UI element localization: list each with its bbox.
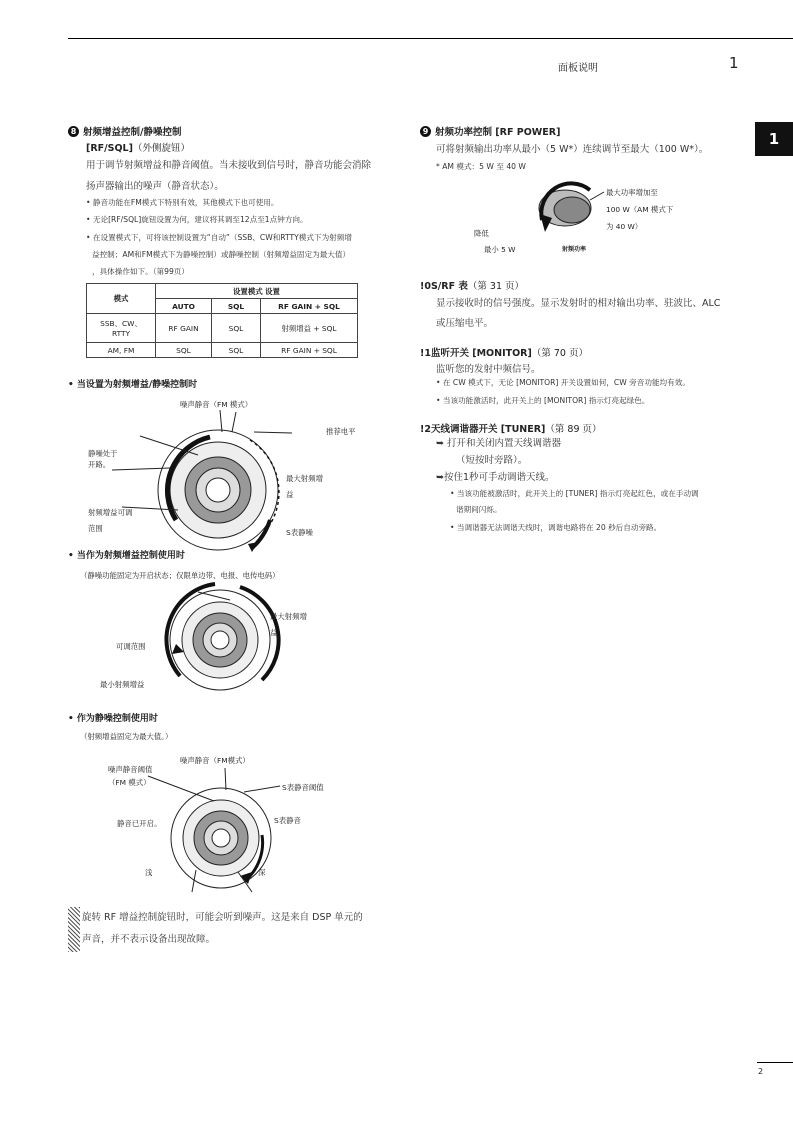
- section-12-action2: ➥按住1秒可手动调谐天线。: [436, 472, 555, 483]
- diagram2-heading: • 当作为射频增益控制使用时: [68, 551, 185, 561]
- section-8-bullet1: • 静音功能在FM模式下特别有效，其他模式下也可使用。: [86, 198, 279, 207]
- section-8-bullet3a: • 在设置模式下，可将该控制设置为“自动”（SSB、CW和RTTY模式下为射频增: [86, 233, 352, 242]
- table-cell: RF GAIN: [156, 314, 212, 343]
- diagram3-noise-threshold-label: 噪声静音阈值 （FM 模式）: [108, 765, 153, 787]
- diagram3-s-threshold-label: S表静音阈值: [282, 783, 324, 792]
- chapter-number: 1: [729, 54, 739, 72]
- section-12-bullet1: • 当该功能被激活时，此开关上的 [TUNER] 指示灯亮起红色，或在手动调: [450, 489, 699, 498]
- section-12-action1b: （短按时旁路）。: [456, 455, 528, 466]
- section-9-title: 9 射频功率控制 [RF POWER]: [420, 124, 560, 138]
- table-row-mode: AM, FM: [87, 343, 156, 358]
- diagram2-max-rf-label: 最大射频增 益: [270, 612, 307, 637]
- diagram1-sq-open-label: 静噪处于 开路。: [88, 449, 118, 469]
- table-cell: SQL: [212, 343, 261, 358]
- section-12-title: !2天线调谐器开关 [TUNER]（第 89 页）: [420, 424, 602, 435]
- table-cell: RF GAIN + SQL: [261, 343, 358, 358]
- page-number: 2: [758, 1067, 764, 1076]
- section-9-desc: 可将射频输出功率从最小（5 W*）连续调节至最大（100 W*）。: [436, 144, 709, 155]
- chapter-tab: 1: [755, 122, 793, 156]
- diagram1-recommend-label: 推荐电平: [326, 427, 356, 436]
- section-12-bullet2: • 当调谐器无法调谐天线时，调谐电路将在 20 秒后自动旁路。: [450, 523, 662, 532]
- note-text-1: 旋转 RF 增益控制旋钮时，可能会听到噪声。这是来自 DSP 单元的: [82, 912, 363, 923]
- table-col-auto: AUTO: [156, 299, 212, 314]
- footer-rule: [757, 1062, 793, 1063]
- note-text-2: 声音，并不表示设备出现故障。: [82, 934, 216, 945]
- section-10-desc1: 显示接收时的信号强度。显示发射时的相对输出功率、驻波比、ALC: [436, 298, 721, 309]
- section-11-bullet1: • 在 CW 模式下，无论 [MONITOR] 开关设置如何，CW 旁音功能均有效。: [436, 378, 690, 387]
- diagram1-max-rf-label: 最大射频增 益: [286, 474, 323, 499]
- diagram2-range-label: 可调范围: [116, 642, 146, 651]
- diagram1-rf-range-label: 射频增益可调 范围: [88, 508, 133, 533]
- item-number-badge: 9: [420, 126, 431, 137]
- table-row-mode: SSB、CW、 RTTY: [87, 314, 156, 343]
- table-cell: SQL: [212, 314, 261, 343]
- section-10-title: !0S/RF 表（第 31 页）: [420, 281, 525, 292]
- section-11-desc: 监听您的发射中频信号。: [436, 364, 541, 375]
- section-8-bullet3c: ，具体操作如下。（第99页）: [92, 267, 189, 276]
- table-cell: 射频增益 + SQL: [261, 314, 358, 343]
- diagram3-open-label: 静音已开启。: [117, 819, 162, 828]
- rf-power-max-label: 最大功率增加至 100 W（AM 模式下 为 40 W）: [606, 188, 674, 231]
- section-12-action1: ➥ 打开和关闭内置天线调谐器: [436, 438, 561, 449]
- section-11-bullet2: • 当该功能激活时，此开关上的 [MONITOR] 指示灯亮起绿色。: [436, 396, 650, 405]
- header-title: 面板说明: [558, 63, 598, 74]
- section-8-bullet2: • 无论[RF/SQL]旋钮设置为何，建议将其调至12点至1点钟方向。: [86, 215, 308, 224]
- diagram3-subtitle: （射频增益固定为最大值。）: [80, 732, 173, 741]
- table-cell: SQL: [156, 343, 212, 358]
- section-11-title: !1监听开关 [MONITOR]（第 70 页）: [420, 348, 588, 359]
- item-number-badge: 8: [68, 126, 79, 137]
- diagram1-heading: • 当设置为射频增益/静噪控制时: [68, 380, 198, 390]
- diagram2-min-rf-label: 最小射频增益: [100, 680, 145, 689]
- diagram3-shallow-label: 浅: [145, 868, 153, 877]
- diagram1-noise-squelch-label: 噪声静音（FM 模式）: [180, 400, 253, 409]
- diagram3-s-squelch-label: S表静音: [274, 816, 301, 825]
- section-8-title: 8 射频增益控制/静噪控制: [68, 124, 181, 138]
- table-col-sql: SQL: [212, 299, 261, 314]
- table-header-setting: 设置模式 设置: [156, 284, 358, 299]
- rf-power-knob-label: 射频功率: [562, 246, 587, 253]
- rf-power-min-label: 最小 5 W: [484, 245, 516, 254]
- diagram1-s-squelch-label: S表静噪: [286, 528, 313, 537]
- section-8-desc1: 用于调节射频增益和静音阈值。当未接收到信号时，静音功能会消除: [86, 160, 372, 171]
- diagram3-noise-squelch-label: 噪声静音（FM模式）: [180, 756, 250, 765]
- section-12-bullet1b: 谐期间闪烁。: [456, 505, 502, 514]
- section-9-am-note: * AM 模式：5 W 至 40 W: [436, 162, 526, 171]
- table-header-mode: 模式: [87, 284, 156, 314]
- diagram2-subtitle: （静噪功能固定为开启状态；仅限单边带、电报、电传电码）: [80, 571, 280, 580]
- section-10-desc2: 或压缩电平。: [436, 318, 494, 329]
- section-8-desc2: 扬声器输出的噪声（静音状态）。: [86, 181, 224, 192]
- table-col-rfgain-sql: RF GAIN + SQL: [261, 299, 358, 314]
- rf-power-decrease-label: 降低: [474, 229, 489, 238]
- diagram3-heading: • 作为静噪控制使用时: [68, 714, 158, 724]
- diagram3-deep-label: 深: [258, 868, 266, 877]
- section-8-bullet3b: 益控制；AM和FM模式下为静噪控制）或静噪控制（射频增益固定为最大值）: [92, 250, 351, 259]
- section-8-subtitle: [RF/SQL]（外侧旋钮）: [86, 143, 190, 154]
